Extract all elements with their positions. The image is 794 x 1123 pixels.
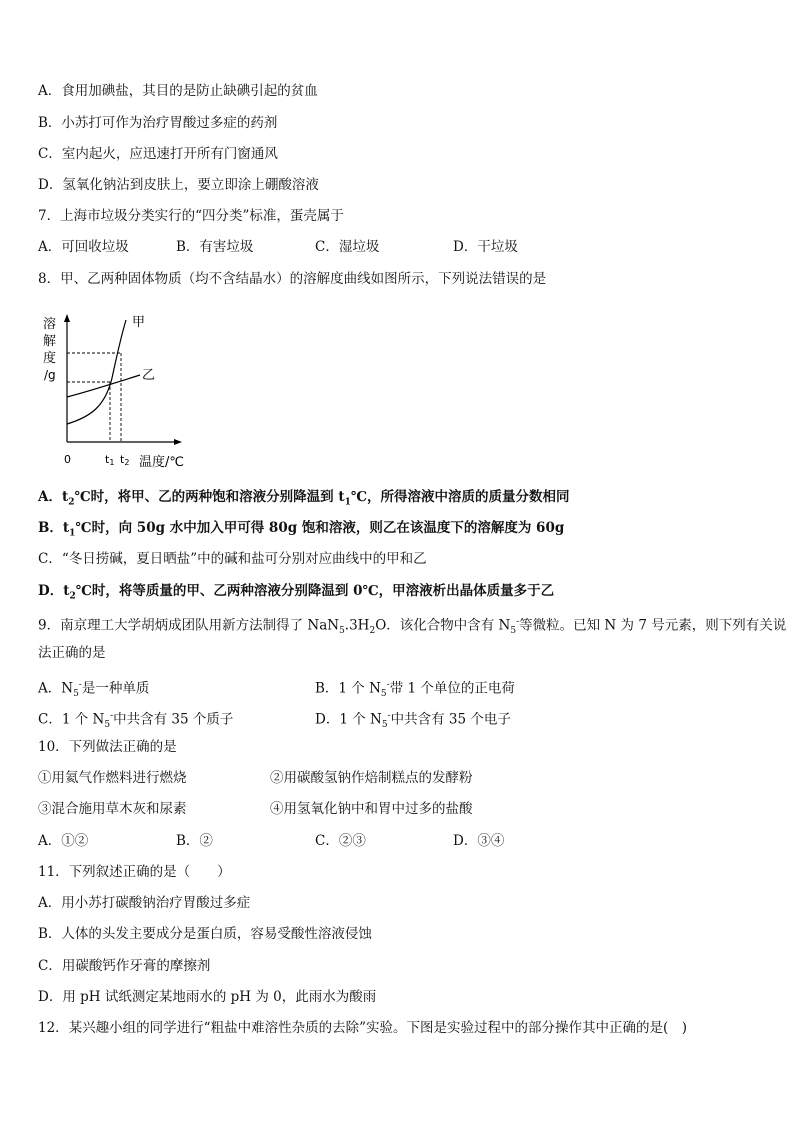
q10-option-d: D．③④: [453, 833, 505, 849]
q8-option-b: B．$t_1℃$时，向 50g 水中加入甲可得 80g 饱和溶液，则乙在该温度下的溶解度为 60g: [38, 520, 565, 539]
q7-option-b: B．有害垃圾: [176, 239, 254, 255]
q6-option-a: A．食用加碘盐，其目的是防止缺碘引起的贫血: [38, 83, 318, 99]
q7-option-a: A．可回收垃圾: [38, 239, 129, 255]
q8-option-c: C．“冬日捞碱，夏日晒盐”中的碱和盐可分别对应曲线中的甲和乙: [38, 551, 427, 567]
q10-option-c: C．②③: [315, 833, 366, 849]
x-axis-arrow: [174, 439, 182, 445]
t2-label: t2: [120, 453, 130, 467]
q11-option-a: A．用小苏打碳酸钠治疗胃酸过多症: [38, 895, 251, 911]
t1-label: t1: [105, 453, 115, 467]
q6-option-b: B．小苏打可作为治疗胃酸过多症的药剂: [38, 115, 278, 131]
q11-option-d: D．用 pH 试纸测定某地雨水的 pH 为 0，此雨水为酸雨: [38, 989, 377, 1005]
q9-option-a: A．$N_5^-$是一种单质: [38, 680, 150, 700]
q8-option-a: A．$t_2℃$时，将甲、乙的两种饱和溶液分别降温到 $t_1℃$，所得溶液中溶质的质量分数相同: [38, 489, 570, 508]
q9-option-d: D．1 个 $N_5^-$中共含有 35 个电子: [315, 711, 511, 731]
curve-label-jia: 甲: [132, 315, 146, 330]
q10-stem: 10．下列做法正确的是: [38, 739, 177, 755]
origin-label: 0: [64, 453, 71, 466]
q10-statement-1: ①用氦气作燃料进行燃烧: [38, 770, 187, 786]
q11-stem: 11．下列叙述正确的是（ ）: [38, 864, 231, 880]
curve-yi: [67, 375, 140, 397]
ylabel-char-2: 解: [43, 334, 57, 349]
ylabel-char-3: 度: [43, 351, 57, 366]
curve-label-yi: 乙: [142, 368, 156, 383]
q9-option-c: C．1 个 $N_5^-$中共含有 35 个质子: [38, 711, 234, 731]
y-axis-arrow: [64, 314, 70, 322]
q9-stem-line1: 9．南京理工大学胡炳成团队用新方法制得了 $NaN_5.3H_2O$．该化合物中含有 $N_5^-$等微粒。已知 N 为 7 号元素，则下列有关说: [38, 617, 787, 637]
q6-option-d: D．氢氧化钠沾到皮肤上，要立即涂上硼酸溶液: [38, 177, 319, 193]
ylabel-unit: /g: [44, 368, 56, 382]
q10-statement-2: ②用碳酸氢钠作焙制糕点的发酵粉: [270, 770, 473, 786]
q12-stem: 12．某兴趣小组的同学进行“粗盐中难溶性杂质的去除”实验。下图是实验过程中的部分操作其中正确的是( ): [38, 1020, 688, 1036]
ylabel-char-1: 溶: [43, 317, 57, 332]
q10-statement-4: ④用氢氧化钠中和胃中过多的盐酸: [270, 801, 473, 817]
q7-option-d: D．干垃圾: [453, 239, 518, 255]
q6-option-c: C．室内起火，应迅速打开所有门窗通风: [38, 146, 278, 162]
q11-option-b: B．人体的头发主要成分是蛋白质，容易受酸性溶液侵蚀: [38, 926, 372, 942]
q9-option-b: B．1 个 $N_5^-$带 1 个单位的正电荷: [315, 680, 515, 700]
curve-jia: [67, 320, 126, 424]
q10-option-b: B．②: [176, 833, 213, 849]
solubility-curve-graph: [40, 312, 200, 472]
q10-option-a: A．①②: [38, 833, 89, 849]
q10-statement-3: ③混合施用草木灰和尿素: [38, 801, 187, 817]
q7-option-c: C．湿垃圾: [315, 239, 380, 255]
q8-option-d: D．$t_2℃$时，将等质量的甲、乙两种溶液分别降温到 0℃，甲溶液析出晶体质量多于乙: [38, 583, 555, 602]
q9-stem-line2: 法正确的是: [38, 645, 106, 661]
q11-option-c: C．用碳酸钙作牙膏的摩擦剂: [38, 958, 211, 974]
q7-stem: 7．上海市垃圾分类实行的“四分类”标准，蛋壳属于: [38, 208, 344, 224]
q8-stem: 8．甲、乙两种固体物质（均不含结晶水）的溶解度曲线如图所示，下列说法错误的是: [38, 271, 547, 287]
xlabel: 温度/℃: [139, 455, 184, 470]
